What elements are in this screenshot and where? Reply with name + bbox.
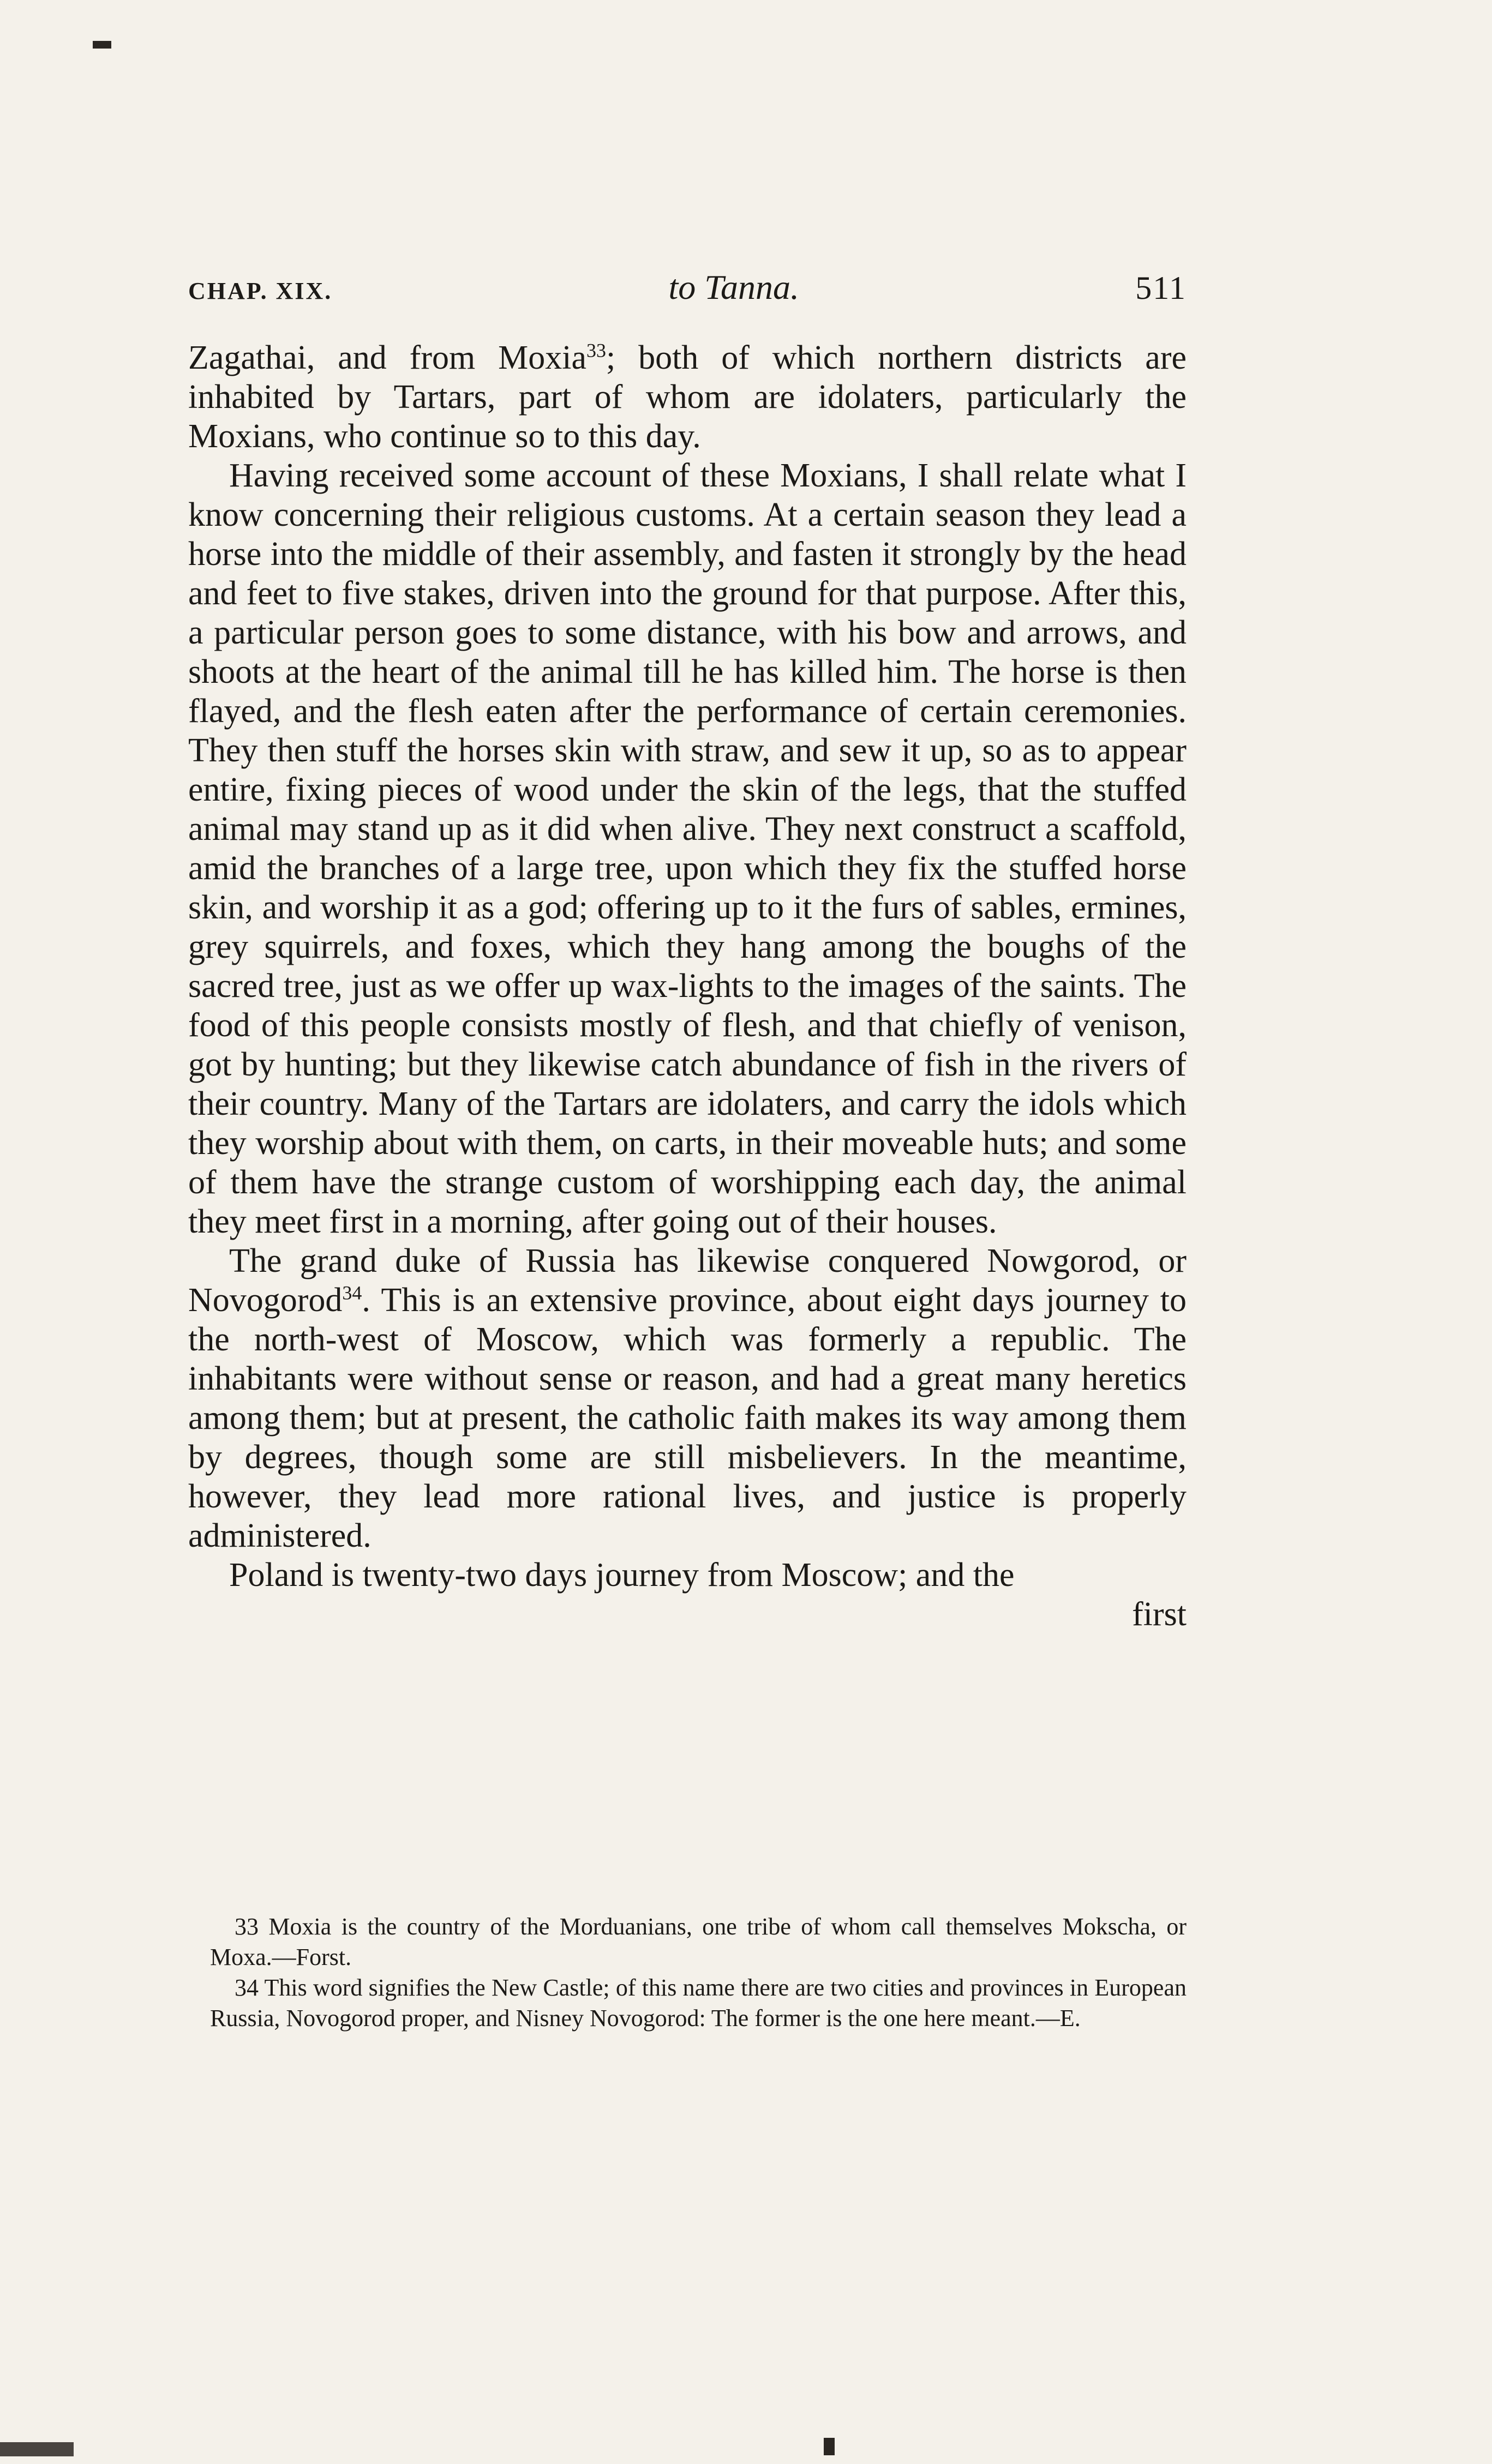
running-title: to Tanna. [668, 268, 799, 307]
footnote-text: Moxia is the country of the Morduanians, one tribe of whom call themselves Mokscha, or Moxa.—Forst. [210, 1913, 1187, 1970]
print-mark [93, 41, 111, 49]
footnote-number: 34 [235, 1974, 259, 2001]
footnotes [210, 1912, 1187, 2034]
chapter-label: CHAP. XIX. [188, 278, 333, 304]
footnote-33 [210, 1912, 1187, 1973]
page-header [188, 267, 1187, 316]
main-text [188, 338, 1187, 1634]
page-number: 511 [1135, 270, 1187, 306]
footnote-34 [210, 1973, 1187, 2034]
print-mark [824, 2438, 835, 2455]
footnote-number: 33 [235, 1913, 259, 1940]
paragraph-4: Poland is twenty-two days journey from Moscow; and the [229, 1556, 1015, 1594]
footnote-text: This word signifies the New Castle; of this name there are two cities and provinces in European Russia, Novogorod proper, and Nisney Novogorod: The former is the one here meant.—E. [210, 1974, 1187, 2032]
paragraph-2: Having received some account of these Moxians, I shall relate what I know concerning their religious customs. At a certain season they lead a horse into the middle of their assembly, and fasten it strongly by the head and feet to five stakes, driven into the ground for that purpose. After this, a particular person goes to some distance, with his bow and arrows, and shoots at the heart of the animal till he has killed him. The horse is then flayed, and the flesh eaten after the performance of certain ceremonies. They then stuff the horses skin with straw, and sew it up, so as to appear entire, fixing pieces of wood under the skin of the legs, that the stuffed animal may stand up as it did when alive. They next construct a scaffold, amid the branches of a large tree, upon which they fix the stuffed horse skin, and worship it as a god; offering up to it the furs of sables, ermines, grey squirrels, and foxes, which they hang among the boughs of the sacred tree, just as we offer up wax-lights to the images of the saints. The food of this people consists mostly of flesh, and that chiefly of venison, got by hunting; but they likewise catch abundance of fish in the rivers of their country. Many of the Tartars are idolaters, and carry the idols which they worship about with them, on carts, in their moveable huts; and some of them have the strange custom of worshipping each day, the animal they meet first in a morning, after going out of their houses. [188, 457, 1187, 1240]
catchword: first [1132, 1596, 1187, 1633]
print-mark [0, 2442, 74, 2456]
paragraph-3: The grand duke of Russia has likewise conquered Nowgorod, or Novogorod$^{34}$. This is an extensive province, about eight days journey to the north-west of Moscow, which was formerly a republic. The inhabitants were without sense or reason, and had a great many heretics among them; but at present, the catholic faith makes its way among them by degrees, though some are still misbelievers. In the meantime, however, they lead more rational lives, and justice is properly administered. [188, 1242, 1187, 1554]
footnote-ref-34: 34 [342, 1282, 362, 1304]
paragraph-1: Zagathai, and from Moxia$^{33}$; both of which northern districts are inhabited by Tartars, part of whom are idolaters, particularly the Moxians, who continue so to this day. [188, 339, 1187, 455]
footnote-ref-33: 33 [586, 339, 606, 362]
